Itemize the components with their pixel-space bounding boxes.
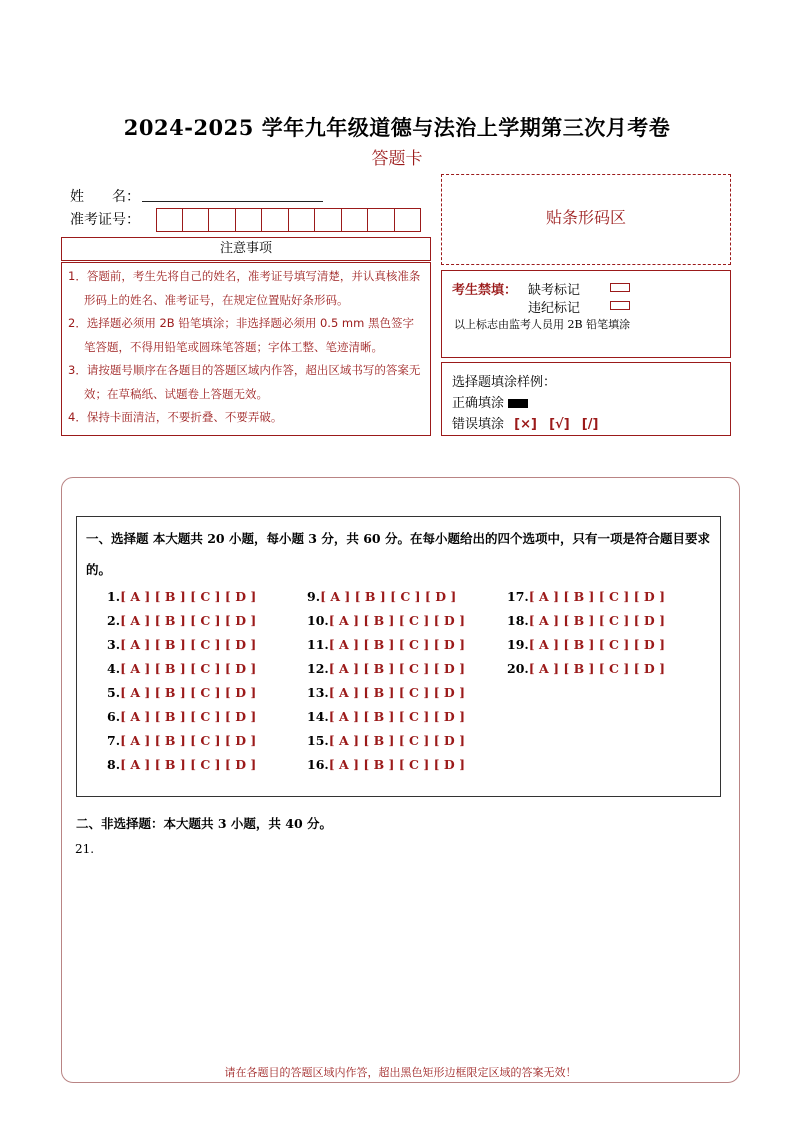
question-21-answer-area[interactable] (90, 860, 710, 1050)
choice-bubbles[interactable]: [ A ] [ B ] [ C ] [ D ] (528, 661, 665, 676)
question-number: 12. (307, 661, 329, 676)
fill-sample-box (441, 362, 731, 436)
question-number: 18. (507, 613, 529, 628)
question-number: 7. (107, 733, 121, 748)
choice-question-row (307, 733, 465, 748)
correct-fill-row (452, 392, 528, 411)
question-number: 1. (107, 589, 121, 604)
fill-sample-title: 选择题填涂样例： (452, 375, 557, 390)
choice-question-row (107, 637, 256, 652)
question-number: 3. (107, 637, 121, 652)
choice-question-row (507, 637, 665, 652)
question-number: 20. (507, 661, 529, 676)
choice-bubbles[interactable]: [ A ] [ B ] [ C ] [ D ] (320, 589, 457, 604)
violation-mark-label: 违纪标记 (528, 301, 581, 316)
choice-question-row (507, 613, 665, 628)
wrong-mark-slash: [/] (581, 417, 599, 432)
choice-bubbles[interactable]: [ A ] [ B ] [ C ] [ D ] (328, 685, 465, 700)
choice-section (76, 516, 721, 797)
wrong-mark-cross: [×] (514, 417, 537, 432)
question-number: 6. (107, 709, 121, 724)
section2-instructions: 二、非选择题：本大题共 3 小题，共 40 分。 (76, 816, 333, 831)
question-number: 13. (307, 685, 329, 700)
choice-bubbles[interactable]: [ A ] [ B ] [ C ] [ D ] (120, 661, 257, 676)
notice-item: 3．请按题号顺序在各题目的答题区域内作答，超出区域书写的答案无效；在草稿纸、试题卷上答题无效。 (68, 363, 421, 401)
footer-warning: 请在各题目的答题区域内作答，超出黑色矩形边框限定区域的答案无效！ (224, 1066, 577, 1079)
choice-question-row (107, 589, 256, 604)
choice-question-row (107, 685, 256, 700)
choice-bubbles[interactable]: [ A ] [ B ] [ C ] [ D ] (328, 613, 465, 628)
question-number: 16. (307, 757, 329, 772)
choice-bubbles[interactable]: [ A ] [ B ] [ C ] [ D ] (120, 613, 257, 628)
choice-question-row (107, 733, 256, 748)
choice-question-row (307, 637, 465, 652)
exam-number-label: 准考证号： (70, 212, 140, 228)
choice-question-row (107, 661, 256, 676)
choice-bubbles[interactable]: [ A ] [ B ] [ C ] [ D ] (528, 637, 665, 652)
filled-mark-icon (508, 399, 528, 408)
question-number: 2. (107, 613, 121, 628)
choice-bubbles[interactable]: [ A ] [ B ] [ C ] [ D ] (120, 589, 257, 604)
choice-question-row (307, 661, 465, 676)
prohibit-label: 考生禁填： (452, 283, 518, 298)
section1-instructions: 一、选择题 本大题共 20 小题，每小题 3 分，共 60 分。在每小题给出的四个选项中，只有一项是符合题目要求的。 (86, 531, 710, 577)
exam-digit-box[interactable] (342, 208, 369, 232)
notice-item: 2．选择题必须用 2B 铅笔填涂；非选择题必须用 0.5 mm 黑色签字笔答题，不得用铅笔或圆珠笔答题；字体工整、笔迹清晰。 (68, 316, 414, 354)
choice-bubbles[interactable]: [ A ] [ B ] [ C ] [ D ] (120, 637, 257, 652)
violation-mark-box[interactable] (610, 301, 630, 310)
choice-bubbles[interactable]: [ A ] [ B ] [ C ] [ D ] (328, 709, 465, 724)
question-number: 19. (507, 637, 529, 652)
barcode-area: 贴条形码区 (441, 174, 731, 265)
question-number: 11. (307, 637, 329, 652)
choice-question-row (307, 709, 465, 724)
exam-digit-box[interactable] (289, 208, 316, 232)
page-subtitle: 答题卡 (371, 149, 423, 169)
name-label: 姓 名： (70, 189, 140, 205)
notice-item: 1．答题前，考生先将自己的姓名，准考证号填写清楚，并认真核准条形码上的姓名、准考证号，在规定位置贴好条形码。 (68, 269, 421, 307)
exam-digit-box[interactable] (262, 208, 289, 232)
choice-bubbles[interactable]: [ A ] [ B ] [ C ] [ D ] (120, 709, 257, 724)
question-number: 9. (307, 589, 321, 604)
exam-digit-box[interactable] (315, 208, 342, 232)
absent-mark-label: 缺考标记 (528, 283, 581, 298)
choice-question-row (307, 589, 456, 604)
choice-bubbles[interactable]: [ A ] [ B ] [ C ] [ D ] (120, 685, 257, 700)
correct-fill-label: 正确填涂 (452, 396, 505, 411)
question-number: 8. (107, 757, 121, 772)
choice-question-row (507, 661, 665, 676)
question-number: 15. (307, 733, 329, 748)
absent-mark-box[interactable] (610, 283, 630, 292)
name-field[interactable] (142, 201, 323, 202)
wrong-fill-row (452, 413, 598, 432)
exam-digit-box[interactable] (395, 208, 422, 232)
choice-bubbles[interactable]: [ A ] [ B ] [ C ] [ D ] (328, 637, 465, 652)
wrong-mark-check: [√] (549, 417, 570, 432)
exam-digit-box[interactable] (368, 208, 395, 232)
notice-item: 4．保持卡面清洁，不要折叠、不要弄破。 (68, 410, 283, 424)
choice-bubbles[interactable]: [ A ] [ B ] [ C ] [ D ] (528, 589, 665, 604)
choice-bubbles[interactable]: [ A ] [ B ] [ C ] [ D ] (120, 733, 257, 748)
exam-digit-box[interactable] (183, 208, 210, 232)
choice-question-row (507, 589, 665, 604)
choice-question-row (307, 613, 465, 628)
notice-list (61, 262, 431, 436)
question-number: 14. (307, 709, 329, 724)
question-21-label: 21. (75, 842, 95, 856)
choice-question-row (107, 757, 256, 772)
prohibited-area (441, 270, 731, 358)
exam-number-boxes[interactable] (156, 208, 421, 232)
question-number: 5. (107, 685, 121, 700)
question-number: 17. (507, 589, 529, 604)
question-number: 4. (107, 661, 121, 676)
question-number: 10. (307, 613, 329, 628)
exam-digit-box[interactable] (236, 208, 263, 232)
prohibit-note: 以上标志由监考人员用 2B 铅笔填涂 (454, 318, 631, 331)
choice-bubbles[interactable]: [ A ] [ B ] [ C ] [ D ] (328, 661, 465, 676)
choice-bubbles[interactable]: [ A ] [ B ] [ C ] [ D ] (120, 757, 257, 772)
exam-digit-box[interactable] (209, 208, 236, 232)
choice-question-row (307, 757, 465, 772)
choice-question-row (107, 613, 256, 628)
page-title: 2024-2025 学年九年级道德与法治上学期第三次月考卷 (123, 115, 671, 140)
choice-bubbles[interactable]: [ A ] [ B ] [ C ] [ D ] (328, 733, 465, 748)
choice-question-row (107, 709, 256, 724)
wrong-fill-label: 错误填涂 (452, 417, 505, 432)
choice-bubbles[interactable]: [ A ] [ B ] [ C ] [ D ] (328, 757, 465, 772)
exam-digit-box[interactable] (156, 208, 183, 232)
choice-question-row (307, 685, 465, 700)
notice-heading: 注意事项 (61, 237, 431, 261)
choice-bubbles[interactable]: [ A ] [ B ] [ C ] [ D ] (528, 613, 665, 628)
